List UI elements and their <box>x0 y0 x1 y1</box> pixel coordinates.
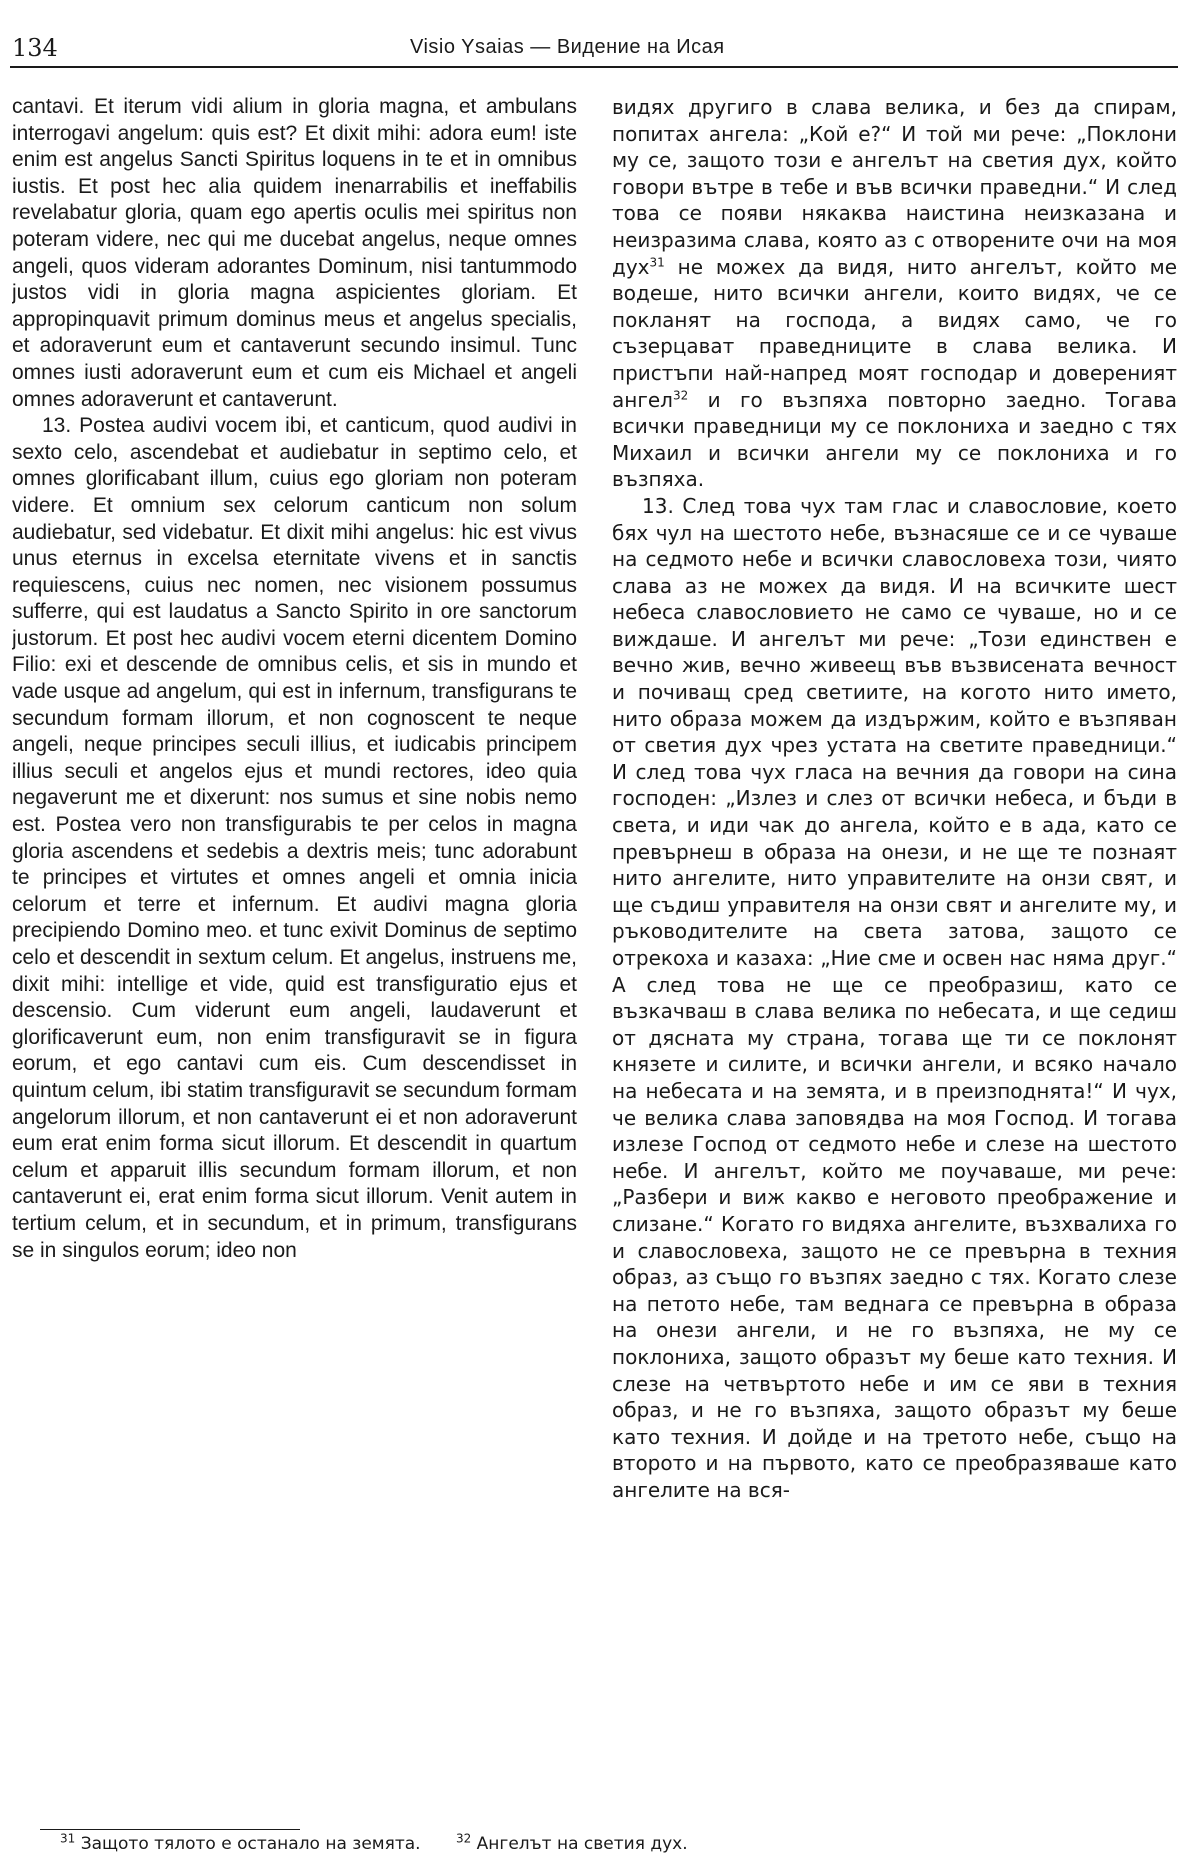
running-head-title: Visio Ysaias — Видение на Исая <box>410 36 725 58</box>
footnote-text: Ангелът на светия дух. <box>476 1834 688 1854</box>
bulgarian-text-part-c: и го възпяха повторно заедно. Тогава всички праведници му се поклониха и заедно с тях Михаил и всички ангели му се поклониха и го възпяха. <box>612 387 1177 492</box>
bulgarian-text-part-a: видях другиго в слава велика, и без да спирам, попитах ангела: „Кой е?“ И той ми рече: „Поклони му се, защото този е ангелът на светия дух, който говори вътре в тебе и във всички праведни.“ И след това се появи някаква наистина неизказана и неизразима слава, която аз с отворените очи на моя дух <box>612 95 1177 279</box>
footnote-number: 31 <box>60 1831 76 1846</box>
footnote-divider <box>40 1829 300 1830</box>
bulgarian-column <box>612 94 1177 1824</box>
latin-paragraph-13: 13. Postea audivi vocem ibi, et canticum, quod audivi in sexto celo, ascendebat et audiebatur in septimo celo, et omnes glorificabant illum, cuius ego gloriam non poteram videre. Et omnium sex celorum canticum non solum audiebatur, sed videbatur. Et dixit mihi angelus: hic est vivus unus eternus in excelsa eternitate vivens et in sanctis requiescens, cuius nec nomen, nec visionem possumus sufferre, qui est laudatus a Sancto Spirito in ore sanctorum justorum. Et post hec audivi vocem eterni dicentem Domino Filio: exi et descende de omnibus celis, et sis in mundo et vade usque ad angelum, qui est in infernum, transfigurans te secundum formam illorum, et non cognoscent te neque angeli, neque principes seculi illius, et iudicabis principem illius seculi et angelos ejus et mundi rectores, ideo quia negaverunt me et dixerunt: nos sumus et sine nobis nemo est. Postea vero non transfigurabis te per celos in magna gloria ascendens et sedebis a dextris meis; tunc adorabunt te principes et virtutes et omnes angeli et omnia inicia celorum et terre et infernum. Et audivi magna gloria precipiendo Domino meo. et tunc exivit Dominus de septimo celo et descendit in sextum celum. Et angelus, instruens me, dixit mihi: intellige et vide, quid est transfiguratio ejus et descensio. Cum viderunt eum angeli, laudaverunt et glorificaverunt eum, non enim transfiguravit se in figura eorum, et ego cantavi cum eis. Cum descendisset in quintum celum, ibi statim transfiguravit se secundum formam angelorum illorum, et non cantaverunt ei et non adoraverunt eum erat enim forma sicut illorum. Et descendit in quartum celum et apparuit illis secundum formam illorum, et non cantaverunt ei, erat enim forma sicut illorum. Venit autem in tertium celum, et in secundum, et in primum, transfigurans se in singulos eorum; ideo non <box>12 414 577 1262</box>
footnote-ref-32: 32 <box>672 387 689 402</box>
latin-column <box>12 94 577 1824</box>
footnote-ref-31: 31 <box>649 254 665 269</box>
latin-paragraph-1: cantavi. Et iterum vidi alium in gloria magna, et ambulans interrogavi angelum: quis est? Et dixit mihi: adora eum! iste enim est angelus Sancti Spiritus loquens in te et in omnibus iustis. Et post hec alia quidem inenarrabilis et ineffabilis revelabatur gloria, quam ego apertis oculis mei spiritus non poteram videre, nec qui me ducebat angelus, neque omnes angeli, quos videram adorantes Dominum, nisi tantummodo justos vidi in gloria magna aspicientes gloriam. Et appropinquavit primum dominus meus et angelus specialis, et adoraverunt eum et cantaverunt secundo insimul. Tunc omnes iusti adoraverunt eum et cum eis Michael et angeli omnes adoraverunt et cantaverunt. <box>12 95 577 411</box>
footnote-number: 32 <box>455 1831 472 1846</box>
footnotes <box>60 1831 718 1854</box>
footnote-text: Защото тялото е останало на земята. <box>80 1834 421 1854</box>
page-number: 134 <box>12 34 58 62</box>
bulgarian-paragraph-1 <box>612 94 1177 493</box>
footnote-32 <box>455 1831 688 1854</box>
footnote-31 <box>60 1831 421 1854</box>
bulgarian-text-part-b: не можех да видя, нито ангелът, който ме водеше, нито всички ангели, които видях, че се покланят на господа, а видях само, че го съзерцават праведниците в слава велика. И пристъпи най-напред моят господар и довереният ангел <box>612 254 1177 412</box>
bulgarian-paragraph-13: 13. След това чух там глас и славословие, което бях чул на шестото небе, възнасяше се и се чуваше на седмото небе и всички славословеха този, чиято слава аз не можех да видя. И на всичките шест небеса славословието не само се чуваше, но и се виждаше. И ангелът ми рече: „Този единствен е вечно жив, вечно живеещ във възвисената вечност и почиващ сред светиите, на когото нито името, нито образа можем да издържим, който е възпяван от светия дух чрез устата на светите праведници.“ И след това чух гласа на вечния да говори на сина господен: „Излез и слез от всички небеса, и бъди в света, и иди чак до ангела, който е в ада, като се превърнеш в образа на онези, и не ще те познаят нито ангелите, нито управителите на онзи свят, и ще съдиш управителя на онзи свят и ангелите му, и ръководителите на света затова, защото се отрекоха и казаха: „Ние сме и освен нас няма друг.“ А след това не ще се преобразиш, като се възкачваш в слава велика по небесата, и ще седиш от дясната му страна, тогава ще ти се поклонят князете и силите, и всички ангели, и всяко начало на небесата и на земята, и в преизподнята!“ И чух, че велика слава заповядва на моя Господ. И тогава излезе Господ от седмото небе и слезе на шестото небе. И ангелът, който ме поучаваше, ми рече: „Разбери и виж какво е неговото преображение и слизане.“ Когато го видяха ангелите, възхвалиха го и славословеха, защото не се превърна в техния образ, аз също го възпях заедно с тях. Когато слезе на петото небе, там веднага се превърна в образа на онези ангели, и не го възпяха, не му се поклониха, защото образът му беше като техния. И слезе на четвъртото небе и им се яви в техния образ, и не го възпяха, защото образът му беше като техния. И дойде и на третото небе, също на второто и на първото, като се преобразяваше като ангелите на вся- <box>612 493 1177 1502</box>
running-header <box>10 30 1178 68</box>
